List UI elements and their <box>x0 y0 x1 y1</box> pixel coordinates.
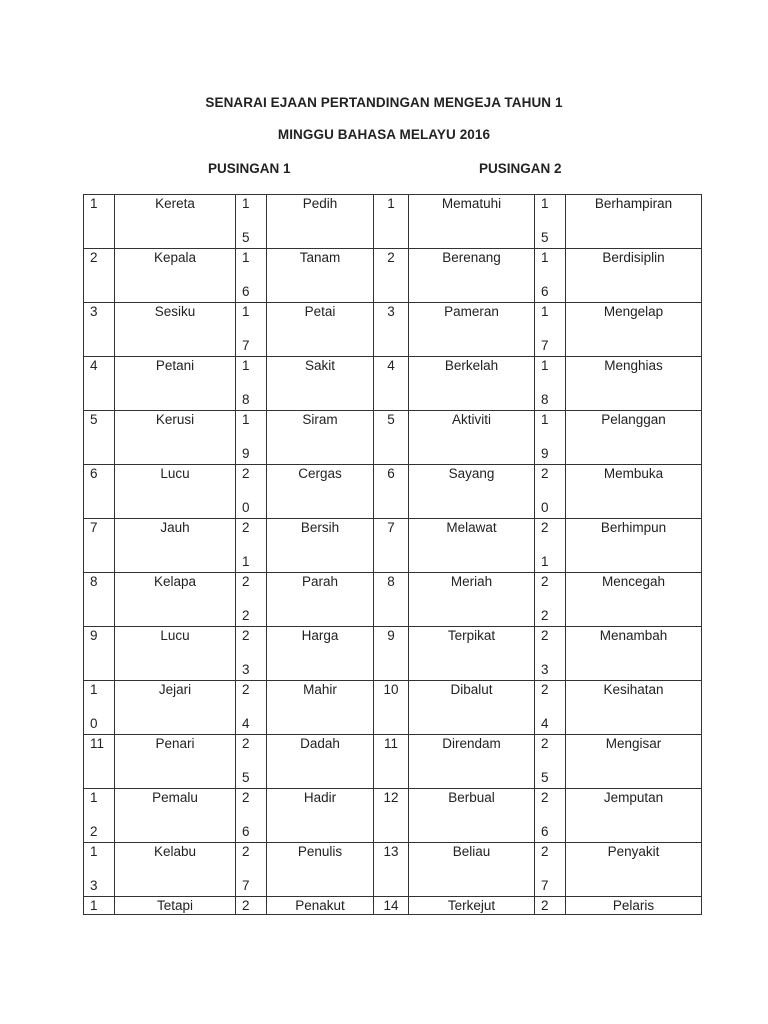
spelling-word-cell <box>566 357 702 411</box>
spelling-word-cell <box>566 897 702 915</box>
row-number-cell <box>84 249 115 303</box>
row-number-cell <box>84 735 115 789</box>
row-number-digit: 1 <box>242 412 250 427</box>
spelling-word: Tetapi <box>156 898 194 913</box>
spelling-word-cell <box>115 303 236 357</box>
table-row <box>84 357 702 411</box>
row-number-cell <box>535 195 566 249</box>
spelling-word: Sakit <box>304 358 335 373</box>
row-number-digit: 5 <box>541 230 549 245</box>
row-number-cell <box>535 735 566 789</box>
row-number-digit: 6 <box>90 466 98 481</box>
row-number-digit: 4 <box>242 716 250 731</box>
spelling-word: Hadir <box>303 790 337 805</box>
row-number-digit: 3 <box>387 304 395 319</box>
spelling-word: Jejari <box>158 682 192 697</box>
row-number-digit: 1 <box>242 250 250 265</box>
spelling-word: Terkejut <box>447 898 496 913</box>
document-subtitle: MINGGU BAHASA MELAYU 2016 <box>277 127 491 142</box>
row-number-digit: 7 <box>242 878 250 893</box>
row-number-digit: 1 <box>541 304 549 319</box>
row-number-cell <box>236 843 267 897</box>
spelling-word-cell <box>115 357 236 411</box>
row-number-cell <box>236 411 267 465</box>
row-number-cell <box>236 195 267 249</box>
spelling-word-cell <box>409 303 535 357</box>
row-number-digit: 2 <box>541 736 549 751</box>
row-number-cell <box>535 249 566 303</box>
spelling-word-cell <box>409 735 535 789</box>
spelling-word: Beliau <box>452 844 491 859</box>
table-row <box>84 411 702 465</box>
row-number-digit: 8 <box>90 574 98 589</box>
spelling-word: Sayang <box>448 466 495 481</box>
row-number-cell <box>236 249 267 303</box>
spelling-word-cell <box>267 843 374 897</box>
row-number-cell <box>84 303 115 357</box>
row-number-cell <box>84 843 115 897</box>
spelling-word: Membuka <box>603 466 664 481</box>
row-number-digit: 7 <box>90 520 98 535</box>
row-number-cell <box>535 465 566 519</box>
row-number-digit: 3 <box>541 662 549 677</box>
spelling-word: Direndam <box>442 736 501 751</box>
table-row <box>84 519 702 573</box>
spelling-word-cell <box>409 897 535 915</box>
row-number-digit: 1 <box>242 196 250 211</box>
row-number-digit: 2 <box>541 682 549 697</box>
spelling-word-cell <box>409 519 535 573</box>
spelling-word: Mengelap <box>603 304 664 319</box>
spelling-word-cell <box>267 249 374 303</box>
row-number-digit: 0 <box>242 500 250 515</box>
table-row <box>84 789 702 843</box>
spelling-word-cell <box>409 411 535 465</box>
spelling-word-cell <box>115 735 236 789</box>
spelling-word-cell <box>566 519 702 573</box>
spelling-word: Pelanggan <box>601 412 666 427</box>
table-row <box>84 195 702 249</box>
spelling-word-cell <box>566 681 702 735</box>
spelling-word-cell <box>267 681 374 735</box>
row-number-digit: 12 <box>383 790 399 805</box>
row-number-digit: 1 <box>90 844 98 859</box>
spelling-word: Kepala <box>153 250 197 265</box>
row-number-digit: 2 <box>541 898 549 913</box>
row-number-cell <box>535 681 566 735</box>
spelling-word: Terpikat <box>447 628 496 643</box>
spelling-word: Pedih <box>302 196 338 211</box>
spelling-word: Penyakit <box>607 844 660 859</box>
spelling-word-cell <box>267 897 374 915</box>
spelling-word-cell <box>115 897 236 915</box>
spelling-word-cell <box>115 573 236 627</box>
row-number-digit: 0 <box>90 716 98 731</box>
row-number-digit: 7 <box>541 878 549 893</box>
row-number-digit: 2 <box>242 790 250 805</box>
spelling-word: Melawat <box>446 520 497 535</box>
row-number-digit: 11 <box>90 736 105 751</box>
row-number-cell <box>374 303 409 357</box>
row-number-digit: 1 <box>541 412 549 427</box>
row-number-digit: 11 <box>383 736 398 751</box>
row-number-digit: 1 <box>90 898 98 913</box>
spelling-word-cell <box>115 465 236 519</box>
row-number-cell <box>84 627 115 681</box>
spelling-word-cell <box>115 681 236 735</box>
row-number-cell <box>84 411 115 465</box>
row-number-digit: 6 <box>242 824 250 839</box>
row-number-digit: 7 <box>242 338 250 353</box>
row-number-cell <box>236 465 267 519</box>
row-number-digit: 2 <box>242 898 250 913</box>
row-number-digit: 4 <box>90 358 98 373</box>
spelling-word-cell <box>566 573 702 627</box>
spelling-word-cell <box>566 195 702 249</box>
spelling-word: Menghias <box>604 358 663 373</box>
spelling-word: Aktiviti <box>451 412 491 427</box>
row-number-digit: 1 <box>541 358 549 373</box>
table-row <box>84 573 702 627</box>
row-number-cell <box>535 843 566 897</box>
row-number-cell <box>84 789 115 843</box>
spelling-word-cell <box>566 411 702 465</box>
row-number-cell <box>374 735 409 789</box>
row-number-digit: 1 <box>541 250 549 265</box>
row-number-digit: 2 <box>541 520 549 535</box>
spelling-word: Lucu <box>160 466 190 481</box>
row-number-cell <box>236 735 267 789</box>
spelling-word: Kereta <box>155 196 195 211</box>
spelling-word: Mencegah <box>601 574 666 589</box>
row-number-digit: 2 <box>541 608 549 623</box>
row-number-cell <box>374 627 409 681</box>
spelling-word: Pemalu <box>152 790 198 805</box>
row-number-digit: 2 <box>541 844 549 859</box>
row-number-cell <box>535 519 566 573</box>
spelling-word: Berdisiplin <box>602 250 665 265</box>
spelling-word-cell <box>409 195 535 249</box>
spelling-word: Berenang <box>442 250 501 265</box>
row-number-digit: 1 <box>242 304 250 319</box>
spelling-word: Penakut <box>295 898 345 913</box>
spelling-word-cell <box>409 573 535 627</box>
spelling-word: Dibalut <box>450 682 493 697</box>
row-number-cell <box>84 519 115 573</box>
spelling-word: Mahir <box>303 682 337 697</box>
row-number-digit: 8 <box>242 392 250 407</box>
spelling-word-cell <box>115 249 236 303</box>
row-number-digit: 2 <box>541 574 549 589</box>
row-number-digit: 6 <box>541 824 549 839</box>
row-number-digit: 3 <box>242 662 250 677</box>
spelling-word: Bersih <box>300 520 340 535</box>
spelling-word-cell <box>409 681 535 735</box>
row-number-digit: 2 <box>242 520 250 535</box>
row-number-cell <box>374 411 409 465</box>
table-row <box>84 681 702 735</box>
spelling-word-cell <box>409 843 535 897</box>
row-number-cell <box>84 195 115 249</box>
spelling-word-cell <box>566 789 702 843</box>
row-number-digit: 13 <box>383 844 399 859</box>
row-number-cell <box>374 789 409 843</box>
spelling-word: Kelapa <box>153 574 197 589</box>
spelling-word: Penari <box>155 736 195 751</box>
row-number-cell <box>236 519 267 573</box>
row-number-digit: 6 <box>242 284 250 299</box>
row-number-digit: 7 <box>541 338 549 353</box>
row-number-digit: 2 <box>242 574 250 589</box>
spelling-word-cell <box>115 519 236 573</box>
spelling-word-cell <box>409 789 535 843</box>
row-number-cell <box>236 357 267 411</box>
spelling-word-cell <box>115 411 236 465</box>
spelling-word: Pameran <box>444 304 499 319</box>
row-number-cell <box>535 789 566 843</box>
row-number-cell <box>84 897 115 915</box>
spelling-word: Dadah <box>300 736 340 751</box>
row-number-cell <box>236 573 267 627</box>
spelling-word: Harga <box>301 628 339 643</box>
row-number-cell <box>535 897 566 915</box>
row-number-cell <box>374 357 409 411</box>
spelling-word-cell <box>267 735 374 789</box>
row-number-cell <box>236 789 267 843</box>
spelling-word-cell <box>267 465 374 519</box>
spelling-word-cell <box>566 303 702 357</box>
row-number-cell <box>374 681 409 735</box>
spelling-word: Menambah <box>599 628 668 643</box>
spelling-word-cell <box>566 627 702 681</box>
round-1-heading: PUSINGAN 1 <box>208 161 291 176</box>
row-number-digit: 1 <box>387 196 395 211</box>
row-number-digit: 2 <box>242 628 250 643</box>
row-number-cell <box>374 573 409 627</box>
row-number-cell <box>374 897 409 915</box>
row-number-cell <box>236 897 267 915</box>
spelling-word-cell <box>566 249 702 303</box>
row-number-digit: 2 <box>242 608 250 623</box>
spelling-word-table <box>83 194 702 915</box>
spelling-word-cell <box>115 843 236 897</box>
row-number-cell <box>374 519 409 573</box>
row-number-digit: 4 <box>387 358 395 373</box>
spelling-word: Cergas <box>298 466 342 481</box>
row-number-cell <box>84 681 115 735</box>
row-number-digit: 4 <box>541 716 549 731</box>
row-number-cell <box>374 195 409 249</box>
spelling-word-cell <box>409 249 535 303</box>
spelling-word-cell <box>267 357 374 411</box>
spelling-word-cell <box>267 303 374 357</box>
row-number-cell <box>236 627 267 681</box>
round-2-heading: PUSINGAN 2 <box>479 161 562 176</box>
row-number-digit: 0 <box>541 500 549 515</box>
row-number-cell <box>374 249 409 303</box>
row-number-digit: 3 <box>90 304 98 319</box>
table-row <box>84 627 702 681</box>
spelling-word: Mematuhi <box>441 196 502 211</box>
row-number-cell <box>535 357 566 411</box>
spelling-word-cell <box>267 519 374 573</box>
row-number-digit: 9 <box>90 628 98 643</box>
spelling-word: Mengisar <box>605 736 662 751</box>
row-number-digit: 10 <box>383 682 399 697</box>
row-number-digit: 9 <box>242 446 250 461</box>
spelling-word: Parah <box>301 574 339 589</box>
row-number-digit: 5 <box>90 412 98 427</box>
row-number-digit: 2 <box>242 844 250 859</box>
table-row <box>84 843 702 897</box>
table-row <box>84 465 702 519</box>
row-number-digit: 1 <box>90 196 98 211</box>
spelling-word-cell <box>566 735 702 789</box>
row-number-digit: 7 <box>387 520 395 535</box>
row-number-cell <box>236 303 267 357</box>
row-number-digit: 6 <box>541 284 549 299</box>
spelling-word-cell <box>115 195 236 249</box>
spelling-word: Lucu <box>160 628 190 643</box>
row-number-digit: 3 <box>90 878 98 893</box>
row-number-digit: 1 <box>242 554 250 569</box>
row-number-digit: 1 <box>90 682 98 697</box>
spelling-word: Jauh <box>160 520 190 535</box>
row-number-digit: 2 <box>541 790 549 805</box>
table-row <box>84 735 702 789</box>
row-number-digit: 5 <box>387 412 395 427</box>
spelling-word: Berkelah <box>444 358 499 373</box>
row-number-digit: 8 <box>541 392 549 407</box>
document-title: SENARAI EJAAN PERTANDINGAN MENGEJA TAHUN 1 <box>205 95 563 110</box>
spelling-word-cell <box>409 465 535 519</box>
table-row <box>84 249 702 303</box>
spelling-word-cell <box>267 411 374 465</box>
row-number-digit: 1 <box>541 196 549 211</box>
row-number-cell <box>84 573 115 627</box>
spelling-word-cell <box>566 843 702 897</box>
spelling-word: Petani <box>155 358 195 373</box>
row-number-digit: 2 <box>242 466 250 481</box>
spelling-word: Kesihatan <box>603 682 664 697</box>
row-number-digit: 9 <box>387 628 395 643</box>
spelling-word: Kelabu <box>153 844 197 859</box>
row-number-digit: 6 <box>387 466 395 481</box>
spelling-word-cell <box>267 573 374 627</box>
row-number-digit: 2 <box>90 250 98 265</box>
spelling-word: Petai <box>304 304 336 319</box>
row-number-digit: 8 <box>387 574 395 589</box>
row-number-cell <box>374 465 409 519</box>
row-number-cell <box>535 627 566 681</box>
row-number-digit: 14 <box>383 898 399 913</box>
spelling-word: Berbual <box>448 790 495 805</box>
row-number-digit: 2 <box>541 628 549 643</box>
spelling-word: Meriah <box>450 574 493 589</box>
row-number-digit: 1 <box>242 358 250 373</box>
spelling-word-cell <box>115 789 236 843</box>
spelling-word: Sesiku <box>154 304 196 319</box>
spelling-word: Jemputan <box>603 790 664 805</box>
table-row <box>84 303 702 357</box>
spelling-word-cell <box>566 465 702 519</box>
row-number-cell <box>374 843 409 897</box>
spelling-word-cell <box>409 627 535 681</box>
row-number-digit: 2 <box>242 736 250 751</box>
row-number-cell <box>236 681 267 735</box>
row-number-digit: 2 <box>541 466 549 481</box>
row-number-digit: 9 <box>541 446 549 461</box>
row-number-cell <box>535 303 566 357</box>
spelling-word: Siram <box>302 412 338 427</box>
spelling-word-cell <box>267 627 374 681</box>
spelling-word-cell <box>409 357 535 411</box>
spelling-word-cell <box>267 195 374 249</box>
row-number-digit: 2 <box>387 250 395 265</box>
row-number-cell <box>84 357 115 411</box>
spelling-word-cell <box>115 627 236 681</box>
spelling-word-cell <box>267 789 374 843</box>
spelling-word: Tanam <box>299 250 341 265</box>
spelling-word: Berhimpun <box>600 520 667 535</box>
spelling-word: Penulis <box>297 844 343 859</box>
row-number-cell <box>84 465 115 519</box>
row-number-cell <box>535 411 566 465</box>
table-row <box>84 897 702 915</box>
row-number-digit: 2 <box>90 824 98 839</box>
spelling-word: Pelaris <box>612 898 655 913</box>
spelling-word: Kerusi <box>155 412 195 427</box>
row-number-digit: 1 <box>90 790 98 805</box>
row-number-digit: 1 <box>541 554 549 569</box>
row-number-cell <box>535 573 566 627</box>
row-number-digit: 5 <box>242 770 250 785</box>
row-number-digit: 5 <box>541 770 549 785</box>
row-number-digit: 5 <box>242 230 250 245</box>
row-number-digit: 2 <box>242 682 250 697</box>
spelling-word: Berhampiran <box>594 196 673 211</box>
